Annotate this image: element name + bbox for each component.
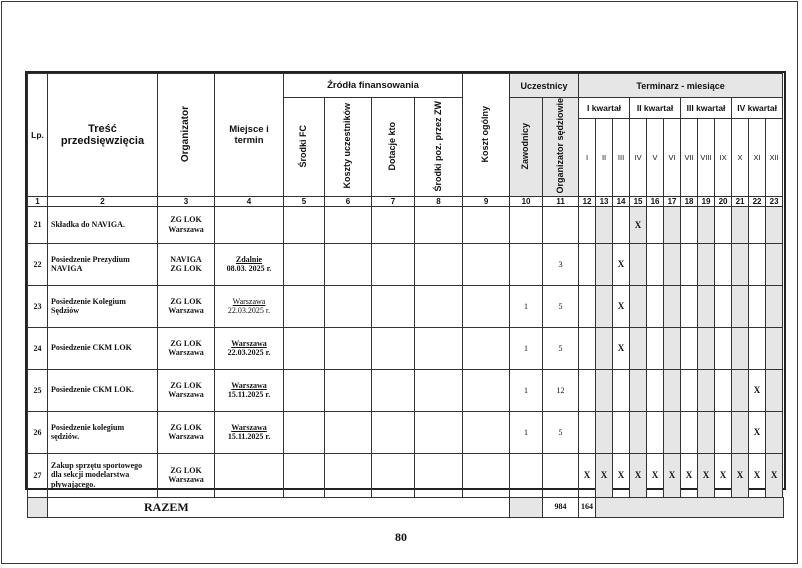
cell-line: Składka do NAVIGA. (51, 219, 125, 229)
row-month-9 (715, 411, 732, 453)
header-srodki-zw: Środki poz. przez ZW (415, 98, 463, 197)
cell-line: Posiedzenie Prezydium (51, 254, 130, 264)
row-month-4 (630, 327, 647, 369)
row-organizator (158, 411, 215, 453)
column-number-13: 13 (596, 196, 613, 206)
header-month-3: III (613, 119, 630, 196)
row-organizator (158, 369, 215, 411)
cell-line: Warszawa (168, 390, 204, 400)
column-number-18: 18 (681, 196, 698, 206)
row-month-5 (647, 243, 664, 285)
row-srodki-zw (415, 285, 463, 327)
schedule-table (27, 73, 784, 518)
row-month-6: X (664, 453, 681, 497)
header-month-11: XI (749, 119, 766, 196)
header-koszt: Koszt ogólny (463, 74, 510, 197)
row-koszt-ogolny (463, 285, 510, 327)
row-koszt-ogolny (463, 369, 510, 411)
row-month-11 (749, 206, 766, 243)
column-number-16: 16 (647, 196, 664, 206)
row-month-5 (647, 285, 664, 327)
column-number-3: 3 (158, 196, 215, 206)
row-koszt-ogolny (463, 327, 510, 369)
row-month-1 (579, 285, 596, 327)
header-month-7: VII (681, 119, 698, 196)
header-srodki-fc: Środki FC (284, 98, 325, 197)
row-month-8 (698, 206, 715, 243)
header-miejsce: Miejsce i termin (215, 74, 284, 197)
row-koszty-uczestnikow (325, 285, 372, 327)
row-month-12 (766, 411, 783, 453)
header-organizator: Organizator (158, 74, 215, 197)
row-srodki-zw (415, 369, 463, 411)
row-month-3: X (613, 243, 630, 285)
cell-line: Posiedzenie CKM LOK. (51, 385, 134, 395)
row-month-3 (613, 411, 630, 453)
row-month-10 (732, 206, 749, 243)
row-srodki-zw (415, 411, 463, 453)
row-month-1 (579, 369, 596, 411)
row-lp: 21 (28, 206, 48, 243)
row-sedziowie: 12 (543, 369, 579, 411)
row-month-8 (698, 411, 715, 453)
row-srodki-fc (284, 411, 325, 453)
header-tresc: Treść przedsięwzięcia (48, 74, 158, 197)
row-srodki-zw (415, 453, 463, 497)
row-month-12 (766, 285, 783, 327)
row-month-2 (596, 243, 613, 285)
cell-line: Posiedzenie Kolegium (51, 296, 126, 306)
row-month-3 (613, 369, 630, 411)
row-srodki-fc (284, 453, 325, 497)
row-tresc (48, 285, 158, 327)
table-row (28, 369, 784, 411)
row-miejsce (215, 453, 284, 497)
row-month-8 (698, 243, 715, 285)
row-organizator (158, 453, 215, 497)
cell-line: Warszawa (231, 422, 267, 432)
row-miejsce (215, 206, 284, 243)
column-number-17: 17 (664, 196, 681, 206)
row-koszt-ogolny (463, 453, 510, 497)
header-sedziowie: Organizator sędziowie (543, 98, 579, 197)
cell-line: 15.11.2025 r. (227, 390, 271, 400)
cell-line: 15.11.2025 r. (227, 432, 271, 442)
row-dotacje (372, 411, 415, 453)
row-month-6 (664, 206, 681, 243)
row-month-1 (579, 243, 596, 285)
row-month-8 (698, 369, 715, 411)
row-month-7 (681, 369, 698, 411)
column-number-21: 21 (732, 196, 749, 206)
row-zawodnicy: 1 (510, 327, 543, 369)
row-koszty-uczestnikow (325, 206, 372, 243)
row-sedziowie: 5 (543, 327, 579, 369)
razem-months-cell (596, 497, 784, 517)
row-tresc (48, 206, 158, 243)
row-month-12 (766, 369, 783, 411)
row-tresc (48, 327, 158, 369)
column-number-6: 6 (325, 196, 372, 206)
header-zawodnicy: Zawodnicy (510, 98, 543, 197)
row-month-4 (630, 285, 647, 327)
table-row (28, 285, 784, 327)
cell-line: ZG LOK (170, 465, 202, 475)
column-number-2: 2 (48, 196, 158, 206)
header-month-9: IX (715, 119, 732, 196)
row-month-10 (732, 369, 749, 411)
row-koszty-uczestnikow (325, 411, 372, 453)
column-number-4: 4 (215, 196, 284, 206)
row-month-7 (681, 206, 698, 243)
cell-line: Warszawa (168, 306, 204, 316)
row-miejsce (215, 411, 284, 453)
row-srodki-fc (284, 285, 325, 327)
row-miejsce (215, 243, 284, 285)
cell-line: sędziów. (51, 432, 80, 442)
row-zawodnicy: 1 (510, 411, 543, 453)
row-month-2 (596, 411, 613, 453)
column-number-20: 20 (715, 196, 732, 206)
cell-line: Warszawa (231, 380, 267, 390)
header-month-12: XII (766, 119, 783, 196)
row-zawodnicy: 1 (510, 285, 543, 327)
row-miejsce (215, 369, 284, 411)
row-miejsce (215, 327, 284, 369)
cell-line: Warszawa (168, 432, 204, 442)
row-koszt-ogolny (463, 411, 510, 453)
row-zawodnicy (510, 206, 543, 243)
row-sedziowie: 5 (543, 285, 579, 327)
row-koszt-ogolny (463, 206, 510, 243)
header-month-8: VIII (698, 119, 715, 196)
row-lp: 27 (28, 453, 48, 497)
cell-line: 22.03.2025 r. (227, 306, 271, 316)
row-koszty-uczestnikow (325, 453, 372, 497)
header-dotacje: Dotacje kto (372, 98, 415, 197)
column-number-9: 9 (463, 196, 510, 206)
row-organizator (158, 206, 215, 243)
row-tresc (48, 453, 158, 497)
row-month-5 (647, 327, 664, 369)
row-month-9: X (715, 453, 732, 497)
cell-line: Warszawa (168, 348, 204, 358)
row-koszt-ogolny (463, 243, 510, 285)
table-row (28, 206, 784, 243)
row-month-7 (681, 411, 698, 453)
row-koszty-uczestnikow (325, 243, 372, 285)
row-month-10 (732, 285, 749, 327)
cell-line: 08.03. 2025 r. (226, 264, 272, 274)
row-month-10 (732, 411, 749, 453)
cell-line: Posiedzenie kolegium (51, 422, 125, 432)
row-month-3: X (613, 327, 630, 369)
row-dotacje (372, 243, 415, 285)
row-tresc (48, 411, 158, 453)
razem-zawodnicy: 984 (543, 497, 579, 517)
row-organizator (158, 243, 215, 285)
row-month-4 (630, 243, 647, 285)
row-month-4: X (630, 453, 647, 497)
header-zrodla: Źródła finansowania (284, 74, 463, 98)
row-month-1: X (579, 453, 596, 497)
row-month-6 (664, 285, 681, 327)
row-month-2: X (596, 453, 613, 497)
row-month-6 (664, 369, 681, 411)
razem-label: RAZEM (48, 497, 510, 517)
cell-line: NAVIGA (51, 264, 83, 274)
table-row (28, 453, 784, 497)
row-month-11 (749, 327, 766, 369)
cell-line: ZG LOK (170, 296, 202, 306)
cell-line: Posiedzenie CKM LOK (51, 343, 132, 353)
column-number-14: 14 (613, 196, 630, 206)
row-month-8 (698, 285, 715, 327)
cell-line: ZG LOK (170, 422, 202, 432)
row-month-3: X (613, 285, 630, 327)
header-kwartal-1: I kwartał (579, 98, 630, 119)
header-month-1: I (579, 119, 596, 196)
row-month-6 (664, 243, 681, 285)
cell-line: ZG LOK (170, 380, 202, 390)
header-kwartal-2: II kwartał (630, 98, 681, 119)
column-number-12: 12 (579, 196, 596, 206)
cell-line: ZG LOK (170, 338, 202, 348)
row-month-12 (766, 327, 783, 369)
header-kwartal-4: IV kwartał (732, 98, 783, 119)
cell-line: Zakup sprzętu sportowego (51, 461, 143, 471)
razem-koszt-cell (510, 497, 543, 517)
table-row (28, 411, 784, 453)
row-tresc (48, 369, 158, 411)
row-srodki-fc (284, 243, 325, 285)
row-dotacje (372, 369, 415, 411)
cell-line: ZG LOK (170, 264, 202, 274)
column-number-22: 22 (749, 196, 766, 206)
row-month-1 (579, 206, 596, 243)
row-month-9 (715, 369, 732, 411)
row-srodki-zw (415, 206, 463, 243)
row-lp: 24 (28, 327, 48, 369)
schedule-table-frame (25, 71, 786, 514)
header-month-5: V (647, 119, 664, 196)
row-month-10 (732, 327, 749, 369)
row-month-11 (749, 285, 766, 327)
header-kwartal-3: III kwartał (681, 98, 732, 119)
row-month-6 (664, 411, 681, 453)
row-zawodnicy (510, 243, 543, 285)
row-month-4 (630, 411, 647, 453)
row-lp: 22 (28, 243, 48, 285)
row-month-2 (596, 327, 613, 369)
row-sedziowie (543, 206, 579, 243)
cell-line: 22.03.2025 r. (227, 348, 271, 358)
cell-line: pływającego. (51, 479, 96, 489)
column-number-11: 11 (543, 196, 579, 206)
column-number-15: 15 (630, 196, 647, 206)
cell-line: Warszawa (168, 475, 204, 485)
row-tresc (48, 243, 158, 285)
row-dotacje (372, 285, 415, 327)
header-month-2: II (596, 119, 613, 196)
header-lp: Lp. (28, 74, 48, 197)
row-month-4 (630, 369, 647, 411)
row-month-11 (749, 243, 766, 285)
table-row (28, 243, 784, 285)
row-srodki-fc (284, 206, 325, 243)
row-month-12 (766, 243, 783, 285)
row-month-7: X (681, 453, 698, 497)
column-number-8: 8 (415, 196, 463, 206)
row-month-11: X (749, 453, 766, 497)
row-month-10 (732, 243, 749, 285)
row-month-1 (579, 411, 596, 453)
row-month-10: X (732, 453, 749, 497)
row-month-5 (647, 411, 664, 453)
row-month-9 (715, 285, 732, 327)
row-month-7 (681, 285, 698, 327)
column-number-19: 19 (698, 196, 715, 206)
header-terminarz: Terminarz - miesiące (579, 74, 783, 98)
row-dotacje (372, 206, 415, 243)
row-organizator (158, 285, 215, 327)
column-number-10: 10 (510, 196, 543, 206)
row-month-11: X (749, 411, 766, 453)
cell-line: dla sekcji modelarstwa (51, 470, 130, 480)
row-month-3 (613, 206, 630, 243)
column-number-7: 7 (372, 196, 415, 206)
row-dotacje (372, 453, 415, 497)
row-month-1 (579, 327, 596, 369)
row-month-7 (681, 327, 698, 369)
row-sedziowie (543, 453, 579, 497)
row-srodki-zw (415, 327, 463, 369)
cell-line: Warszawa (232, 296, 266, 306)
cell-line: ZG LOK (170, 215, 202, 225)
row-koszty-uczestnikow (325, 369, 372, 411)
header-month-10: X (732, 119, 749, 196)
header-month-6: VI (664, 119, 681, 196)
row-month-2 (596, 206, 613, 243)
row-month-4: X (630, 206, 647, 243)
row-lp: 26 (28, 411, 48, 453)
cell-line: Warszawa (168, 224, 204, 234)
cell-line: NAVIGA (170, 254, 202, 264)
row-koszty-uczestnikow (325, 327, 372, 369)
row-lp: 23 (28, 285, 48, 327)
header-uczestnicy: Uczestnicy (510, 74, 579, 98)
row-dotacje (372, 327, 415, 369)
row-month-8: X (698, 453, 715, 497)
column-number-23: 23 (766, 196, 783, 206)
cell-line: Sędziów (51, 306, 79, 316)
row-month-11: X (749, 369, 766, 411)
header-koszty-uczestnikow: Koszty uczestników (325, 98, 372, 197)
row-month-2 (596, 285, 613, 327)
row-organizator (158, 327, 215, 369)
header-month-4: IV (630, 119, 647, 196)
cell-line: Zdalnie (235, 254, 263, 264)
row-sedziowie: 3 (543, 243, 579, 285)
row-miejsce (215, 285, 284, 327)
row-srodki-fc (284, 327, 325, 369)
page-number: 80 (395, 530, 407, 544)
row-month-8 (698, 327, 715, 369)
razem-sedziowie: 164 (579, 497, 596, 517)
cell-line: Warszawa (231, 338, 267, 348)
row-srodki-zw (415, 243, 463, 285)
row-srodki-fc (284, 369, 325, 411)
column-number-5: 5 (284, 196, 325, 206)
row-lp: 25 (28, 369, 48, 411)
row-month-9 (715, 243, 732, 285)
row-month-9 (715, 327, 732, 369)
row-month-5: X (647, 453, 664, 497)
row-month-2 (596, 369, 613, 411)
razem-lp-cell (28, 497, 48, 517)
row-zawodnicy (510, 453, 543, 497)
row-month-7 (681, 243, 698, 285)
row-month-5 (647, 369, 664, 411)
row-month-9 (715, 206, 732, 243)
table-row (28, 327, 784, 369)
row-zawodnicy: 1 (510, 369, 543, 411)
row-month-12: X (766, 453, 783, 497)
row-month-3: X (613, 453, 630, 497)
row-sedziowie: 5 (543, 411, 579, 453)
column-number-1: 1 (28, 196, 48, 206)
row-month-12 (766, 206, 783, 243)
row-month-6 (664, 327, 681, 369)
row-month-5 (647, 206, 664, 243)
